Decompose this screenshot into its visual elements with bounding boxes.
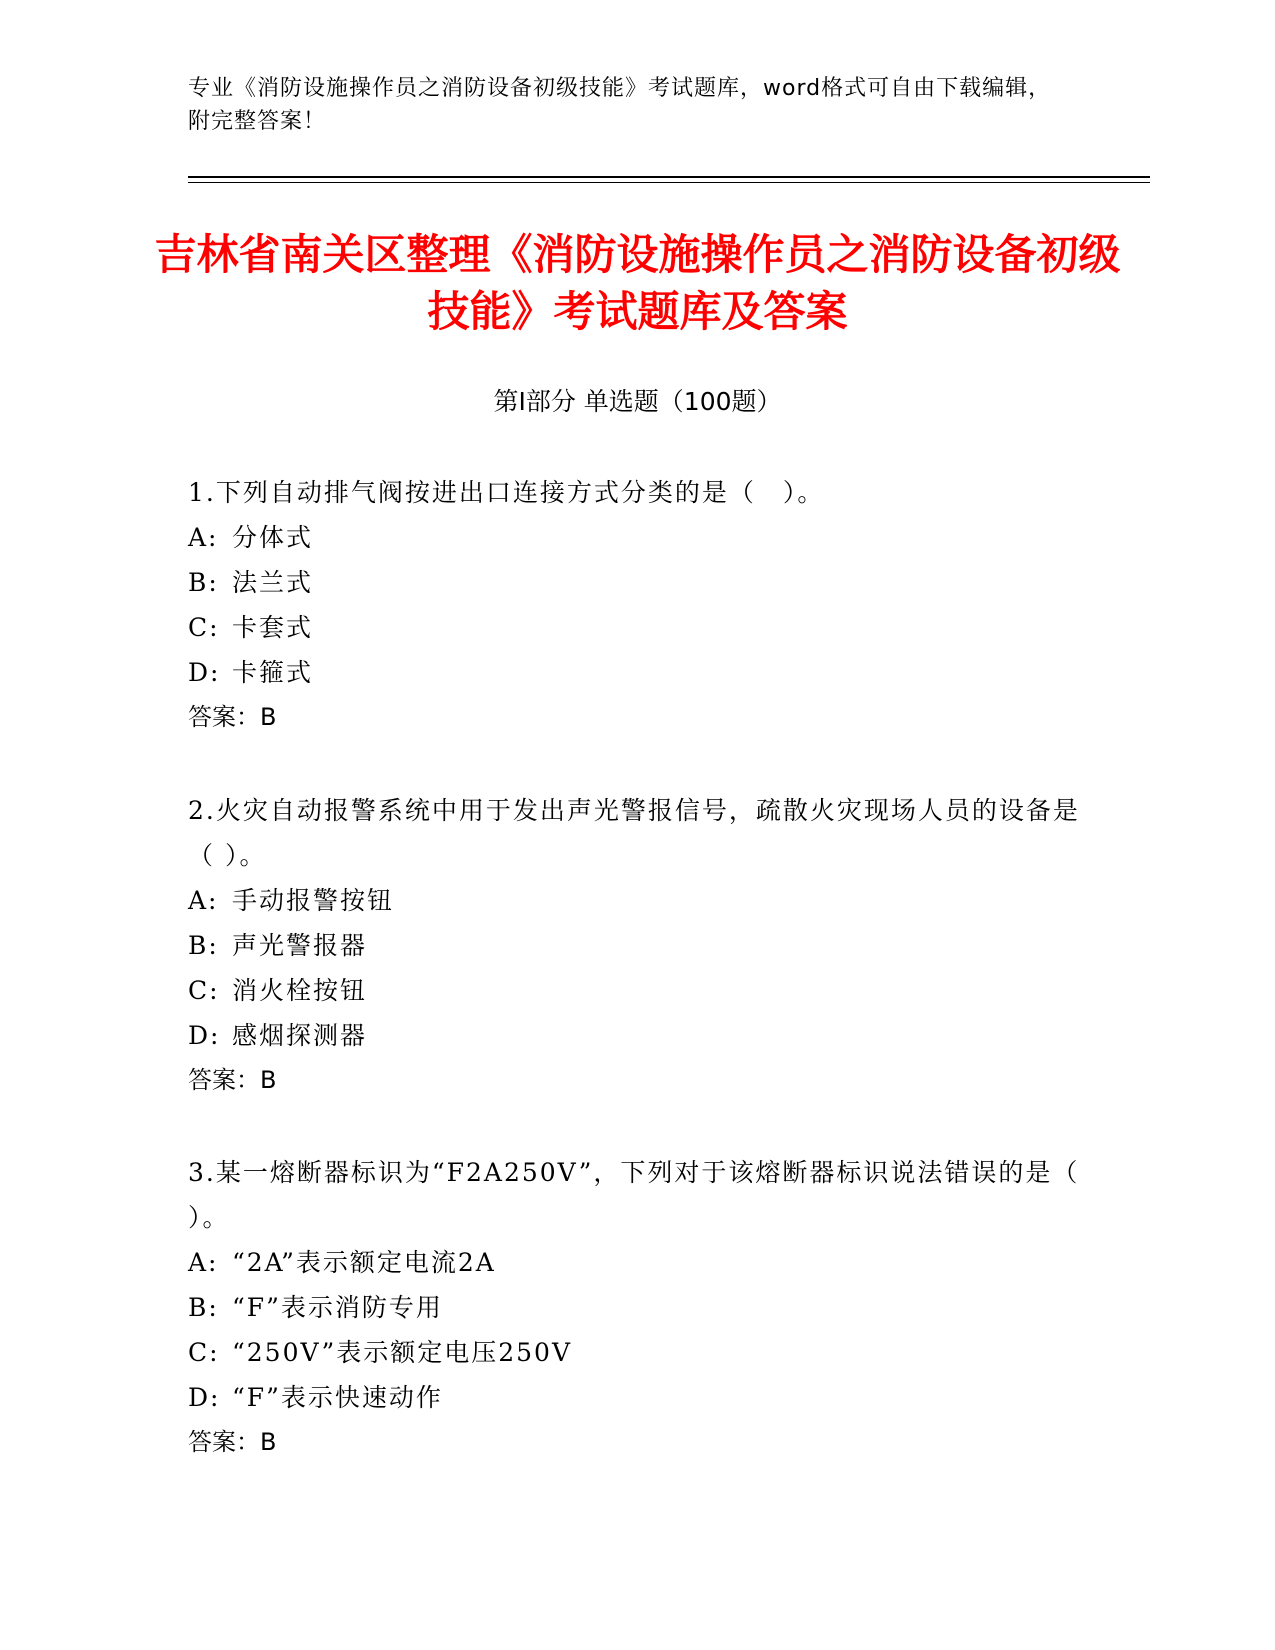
option-text: 分体式: [232, 523, 314, 552]
option-key: C:: [188, 613, 220, 642]
answer-line: 答案：B: [188, 703, 277, 731]
option-text: 声光警报器: [232, 931, 368, 960]
question-stem: 2.火灾自动报警系统中用于发出声光警报信号，疏散火灾现场人员的设备是（ ）。: [188, 796, 1080, 870]
option-text: “2A”表示额定电流2A: [232, 1248, 496, 1277]
option-c: [188, 605, 1088, 650]
option-key: A:: [188, 1248, 219, 1277]
option-b: [188, 923, 1088, 968]
option-d: [188, 1375, 1088, 1420]
option-text: 感烟探测器: [232, 1021, 368, 1050]
option-key: D:: [188, 658, 221, 687]
question-3: [188, 1150, 1088, 1465]
option-key: C:: [188, 976, 220, 1005]
option-text: 卡箍式: [232, 658, 314, 687]
document-title: 吉林省南关区整理《消防设施操作员之消防设备初级技能》考试题库及答案: [154, 230, 1121, 336]
option-a: [188, 515, 1088, 560]
section-heading: 第Ⅰ部分 单选题（100题）: [493, 387, 782, 416]
option-text: “F”表示消防专用: [232, 1293, 443, 1322]
option-a: [188, 1240, 1088, 1285]
option-text: “250V”表示额定电压250V: [232, 1338, 573, 1367]
header-rule-thick: [188, 176, 1150, 178]
option-key: D:: [188, 1021, 221, 1050]
option-key: C:: [188, 1338, 220, 1367]
option-text: 法兰式: [232, 568, 314, 597]
option-b: [188, 560, 1088, 605]
option-text: 消火栓按钮: [232, 976, 368, 1005]
option-text: 卡套式: [232, 613, 314, 642]
option-key: D:: [188, 1383, 221, 1412]
question-stem: 3.某一熔断器标识为“F2A250V”，下列对于该熔断器标识说法错误的是（ ）。: [188, 1158, 1080, 1232]
option-d: [188, 1013, 1088, 1058]
option-b: [188, 1285, 1088, 1330]
header-note: 专业《消防设施操作员之消防设备初级技能》考试题库，word格式可自由下载编辑，附完整答案！: [188, 76, 1052, 134]
option-d: [188, 650, 1088, 695]
option-c: [188, 968, 1088, 1013]
option-c: [188, 1330, 1088, 1375]
option-text: 手动报警按钮: [232, 886, 395, 915]
option-key: A:: [188, 523, 219, 552]
answer-line: 答案：B: [188, 1066, 277, 1094]
option-a: [188, 878, 1088, 923]
option-key: B:: [188, 1293, 219, 1322]
answer-line: 答案：B: [188, 1428, 277, 1456]
option-key: A:: [188, 886, 219, 915]
option-key: B:: [188, 931, 219, 960]
question-1: [188, 470, 1088, 740]
question-2: [188, 788, 1088, 1103]
question-stem: 1.下列自动排气阀按进出口连接方式分类的是（ ）。: [188, 478, 825, 507]
option-key: B:: [188, 568, 219, 597]
option-text: “F”表示快速动作: [232, 1383, 443, 1412]
header-rule-thin: [188, 182, 1150, 183]
